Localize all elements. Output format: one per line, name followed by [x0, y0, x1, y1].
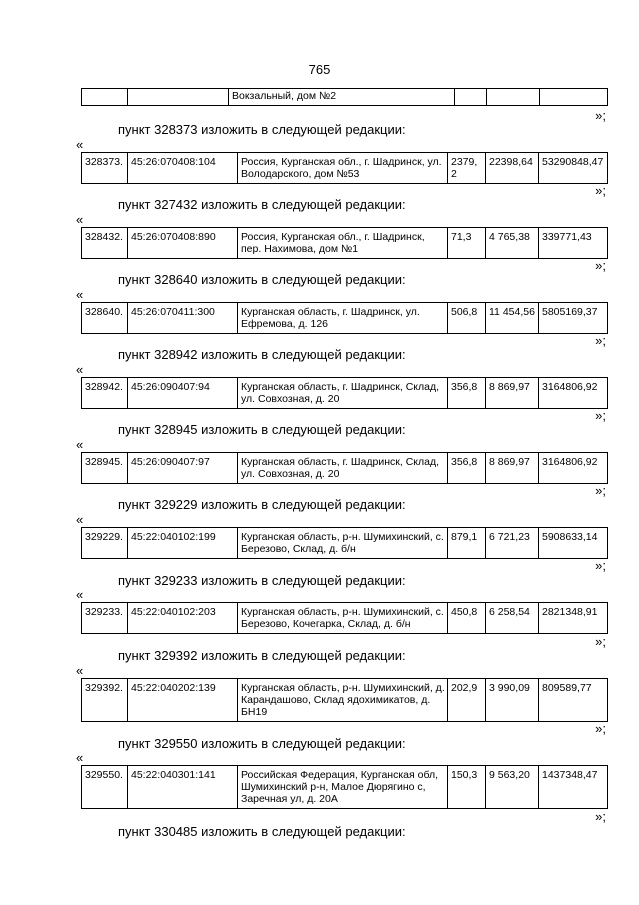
cell-number: 328373. — [82, 153, 128, 184]
amendment-heading: пункт 328942 изложить в следующей редакции: — [118, 347, 406, 362]
entry-table — [81, 678, 608, 722]
cell-number: 328945. — [82, 453, 128, 484]
cell-number: 328942. — [82, 378, 128, 409]
opening-quote: « — [76, 362, 84, 377]
table-row — [82, 228, 608, 259]
cell-area: 356,8 — [448, 378, 486, 409]
cell-value: 3164806,92 — [539, 378, 608, 409]
cell-value: 5908633,14 — [539, 528, 608, 559]
closing-quote: »; — [595, 483, 606, 498]
cell-address: Вокзальный, дом №2 — [229, 89, 455, 106]
entry-table — [81, 452, 608, 484]
cell-address: Российская Федерация, Курганская обл, Шумихинский р-н, Малое Дюрягино с, Заречная ул, д. 20А — [238, 766, 448, 809]
cell-number: 328640. — [82, 303, 128, 334]
amendment-heading: пункт 329392 изложить в следующей редакции: — [118, 648, 406, 663]
cell-number: 328432. — [82, 228, 128, 259]
entry-table — [81, 765, 608, 809]
table-row — [82, 603, 608, 634]
cell-rate: 8 869,97 — [486, 453, 539, 484]
page-number: 765 — [308, 62, 331, 77]
closing-quote: »; — [595, 258, 606, 273]
entry-table — [81, 227, 608, 259]
cell-area: 150,3 — [448, 766, 486, 809]
cell-cadastral: 45:22:040202:139 — [128, 679, 238, 722]
cell-cadastral — [128, 89, 229, 106]
cell-cadastral: 45:22:040301:141 — [128, 766, 238, 809]
cell-rate: 3 990,09 — [486, 679, 539, 722]
table-row — [82, 453, 608, 484]
opening-quote: « — [76, 587, 84, 602]
entry-table — [81, 377, 608, 409]
cell-area: 506,8 — [448, 303, 486, 334]
cell-rate: 22398,64 — [486, 153, 539, 184]
cell-cadastral: 45:26:090407:94 — [128, 378, 238, 409]
cell-rate: 8 869,97 — [486, 378, 539, 409]
opening-quote: « — [76, 512, 84, 527]
cell-address: Россия, Курганская обл., г. Шадринск, ул. Володарского, дом №53 — [238, 153, 448, 184]
cell-cadastral: 45:22:040102:199 — [128, 528, 238, 559]
closing-quote: »; — [595, 634, 606, 649]
cell-address: Курганская область, г. Шадринск, ул. Ефремова, д. 126 — [238, 303, 448, 334]
entry-table — [81, 602, 608, 634]
opening-quote: « — [76, 750, 84, 765]
cell-number: 329550. — [82, 766, 128, 809]
cell-value: 339771,43 — [539, 228, 608, 259]
amendment-heading: пункт 329229 изложить в следующей редакции: — [118, 497, 406, 512]
cell-value: 5805169,37 — [539, 303, 608, 334]
closing-quote: »; — [595, 183, 606, 198]
opening-quote: « — [76, 663, 84, 678]
table-row — [82, 303, 608, 334]
cell-cadastral: 45:26:070411:300 — [128, 303, 238, 334]
cell-cadastral: 45:22:040102:203 — [128, 603, 238, 634]
opening-quote: « — [76, 137, 84, 152]
closing-quote: »; — [595, 809, 606, 824]
cell-rate: 6 721,23 — [486, 528, 539, 559]
cell-value: 1437348,47 — [539, 766, 608, 809]
table-row — [82, 679, 608, 722]
entry-table — [81, 302, 608, 334]
opening-quote: « — [76, 212, 84, 227]
cell-cadastral: 45:26:070408:890 — [128, 228, 238, 259]
amendment-heading: пункт 328373 изложить в следующей редакции: — [118, 122, 406, 137]
opening-quote: « — [76, 287, 84, 302]
table-row — [82, 766, 608, 809]
cell-area: 879,1 — [448, 528, 486, 559]
top-row-table — [81, 88, 608, 106]
cell-value: 3164806,92 — [539, 453, 608, 484]
cell-area: 202,9 — [448, 679, 486, 722]
cell-value: 809589,77 — [539, 679, 608, 722]
cell-rate — [487, 89, 540, 106]
cell-cadastral: 45:26:070408:104 — [128, 153, 238, 184]
cell-number: 329229. — [82, 528, 128, 559]
closing-quote: »; — [595, 408, 606, 423]
cell-area: 71,3 — [448, 228, 486, 259]
amendment-heading: пункт 328945 изложить в следующей редакции: — [118, 422, 406, 437]
amendment-heading: пункт 330485 изложить в следующей редакции: — [118, 824, 406, 839]
cell-address: Россия, Курганская обл., г. Шадринск, пер. Нахимова, дом №1 — [238, 228, 448, 259]
cell-rate: 9 563,20 — [486, 766, 539, 809]
amendment-heading: пункт 327432 изложить в следующей редакции: — [118, 197, 406, 212]
cell-number: 329233. — [82, 603, 128, 634]
cell-area: 356,8 — [448, 453, 486, 484]
cell-value: 2821348,91 — [539, 603, 608, 634]
cell-rate: 4 765,38 — [486, 228, 539, 259]
table-row — [82, 89, 608, 106]
closing-quote: »; — [595, 333, 606, 348]
cell-address: Курганская область, г. Шадринск, Склад, ул. Совхозная, д. 20 — [238, 378, 448, 409]
amendment-heading: пункт 329233 изложить в следующей редакции: — [118, 573, 406, 588]
cell-number — [82, 89, 128, 106]
cell-address: Курганская область, р-н. Шумихинский, с. Березово, Кочегарка, Склад, д. б/н — [238, 603, 448, 634]
closing-quote: »; — [595, 721, 606, 736]
cell-rate: 11 454,56 — [486, 303, 539, 334]
cell-number: 329392. — [82, 679, 128, 722]
closing-quote: »; — [595, 558, 606, 573]
table-row — [82, 153, 608, 184]
table-row — [82, 528, 608, 559]
cell-rate: 6 258,54 — [486, 603, 539, 634]
cell-address: Курганская область, р-н. Шумихинский, д. Карандашово, Склад ядохимикатов, д. БН19 — [238, 679, 448, 722]
opening-quote: « — [76, 437, 84, 452]
cell-cadastral: 45:26:090407:97 — [128, 453, 238, 484]
entry-table — [81, 152, 608, 184]
cell-address: Курганская область, р-н. Шумихинский, с. Березово, Склад, д. б/н — [238, 528, 448, 559]
cell-value — [540, 89, 608, 106]
amendment-heading: пункт 328640 изложить в следующей редакции: — [118, 272, 406, 287]
entry-table — [81, 527, 608, 559]
amendment-heading: пункт 329550 изложить в следующей редакции: — [118, 736, 406, 751]
cell-area: 450,8 — [448, 603, 486, 634]
cell-area: 2379,2 — [448, 153, 486, 184]
table-row — [82, 378, 608, 409]
cell-address: Курганская область, г. Шадринск, Склад, ул. Совхозная, д. 20 — [238, 453, 448, 484]
cell-area — [455, 89, 487, 106]
closing-quote: »; — [595, 108, 606, 123]
cell-value: 53290848,47 — [539, 153, 608, 184]
